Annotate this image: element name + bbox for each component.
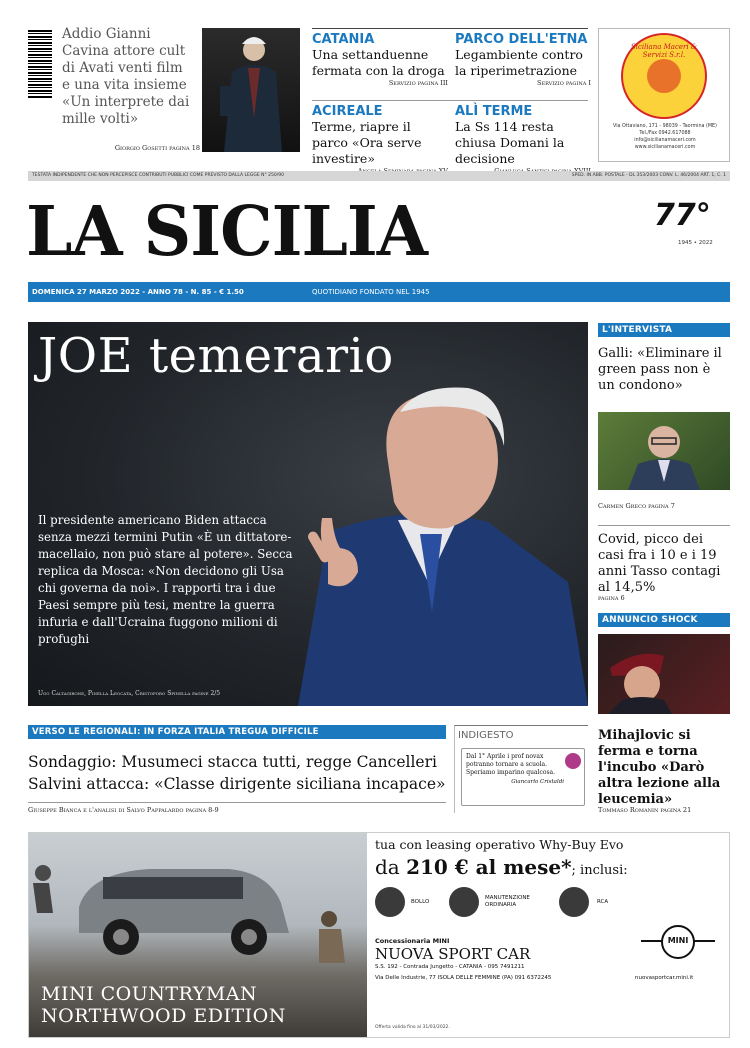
anniversary-logo xyxy=(654,200,730,252)
mini-logo xyxy=(641,925,715,959)
legal-left: TESTATA INDIPENDENTE CHE NON PERCEPISCE CONTRIBUTI PUBBLICI COME PREVISTO DALLA LEGGE N° 250/90 xyxy=(32,173,284,178)
teaser-byline: Servizio pagina I xyxy=(537,79,591,87)
mini-ad[interactable] xyxy=(28,832,730,1038)
lead-headline[interactable]: JOE temerario xyxy=(38,328,394,384)
car-icon xyxy=(375,887,405,917)
galli-photo xyxy=(598,412,730,490)
teaser-headline: Legambiente contro la riperimetrazione xyxy=(455,47,583,78)
feature-label: BOLLO xyxy=(411,899,430,905)
mini-addr-1: S.S. 192 - Contrada Jungetto - CATANIA - 095 7491211 xyxy=(375,964,525,970)
covid-byline: pagina 6 xyxy=(598,594,625,602)
shock-label: ANNUNCIO SHOCK xyxy=(598,613,730,627)
indigesto-card xyxy=(461,748,585,806)
maceri-address: Via Ottaviano, 171 - 98039 - Taormina (ME) xyxy=(613,124,717,129)
teaser-acireale[interactable] xyxy=(312,104,448,175)
intervista-byline: Carmen Greco pagina 7 xyxy=(598,502,675,510)
indigesto-text: Dal 1° Aprile i prof novax potranno tornare a scuola. Speriamo imparino qualcosa. xyxy=(466,753,556,776)
mini-dealer-label: Concessionaria MINI xyxy=(375,937,450,945)
mihajlovic-photo xyxy=(598,634,730,714)
anniv-years: 1945 • 2022 xyxy=(678,240,713,246)
mini-web[interactable]: nuovasportcar.mini.it xyxy=(635,975,694,981)
mini-price-line xyxy=(375,855,628,879)
maceri-phone: Tel./Fax 0942.617088 xyxy=(639,131,691,136)
teaser-kicker: ACIREALE xyxy=(312,104,383,119)
mini-price-suffix: ; inclusi: xyxy=(571,863,628,878)
shield-icon xyxy=(559,887,589,917)
mini-fineprint: Offerta valida fino al 31/03/2022. xyxy=(375,1025,450,1030)
mini-model-2: NORTHWOOD EDITION xyxy=(41,1005,286,1027)
teaser-kicker: CATANIA xyxy=(312,32,375,47)
regionali-byline: Giuseppe Bianca e l'analisi di Salvo Pappalardo pagina 8-9 xyxy=(28,806,219,814)
teaser-headline: Terme, riapre il parco «Ora serve investire» xyxy=(312,119,422,166)
mini-price-prefix: da xyxy=(375,855,400,879)
mini-dealer: NUOVA SPORT CAR xyxy=(375,945,531,963)
indigesto-author: Giancarlo Cristaldi xyxy=(511,779,564,785)
dateline-date: DOMENICA 27 MARZO 2022 - ANNO 78 - N. 85 - € 1.50 xyxy=(32,288,244,296)
maceri-logo xyxy=(621,33,707,119)
regionali-headline-1[interactable]: Sondaggio: Musumeci stacca tutti, regge Cancelleri xyxy=(28,753,437,771)
covid-headline[interactable]: Covid, picco dei casi fra i 10 e i 19 anni Tasso contagi al 14,5% xyxy=(598,532,721,595)
teaser-headline: Una settanduenne fermata con la droga xyxy=(312,47,445,78)
mini-addr-2: Via Delle Industrie, 77 ISOLA DELLE FEMMINE (PA) 091 6372245 xyxy=(375,975,552,981)
anniv-number: 77° xyxy=(654,198,711,233)
teaser-headline: La Ss 114 resta chiusa Domani la decisione xyxy=(455,119,565,166)
maceri-ad[interactable] xyxy=(598,28,730,162)
dateline-founded: QUOTIDIANO FONDATO NEL 1945 xyxy=(312,288,430,296)
legal-strip xyxy=(28,171,730,181)
mini-logo-text: MINI xyxy=(667,936,689,945)
indigesto-logo-icon xyxy=(565,753,581,769)
mini-intro: tua con leasing operativo Why-Buy Evo xyxy=(375,837,624,852)
feature-label: RCA xyxy=(597,899,609,905)
lead-summary: Il presidente americano Biden attacca senza mezzi termini Putin «È un dittatore-macellaio, non può stare al potere». Secca replica da Mosca: «Non decidono gli Usa chi governa da noi». I rapporti tra i due Paesi sempre più tesi, mentre la guerra infuria e dall'Ucraina fuggono milioni di profughi xyxy=(38,513,293,646)
cavina-headline[interactable]: Addio Gianni Cavina attore cult di Avati venti film e una vita insieme «Un interprete dai mille volti» xyxy=(62,26,190,127)
regionali-headline-2[interactable]: Salvini attacca: «Classe dirigente siciliana incapace» xyxy=(28,775,446,793)
regionali-label: VERSO LE REGIONALI: IN FORZA ITALIA TREGUA DIFFICILE xyxy=(28,725,446,739)
feature-label: MANUTENZIONE ORDINARIA xyxy=(485,895,530,908)
teaser-kicker: PARCO DELL'ETNA xyxy=(455,32,588,47)
indigesto-label: INDIGESTO xyxy=(458,730,514,741)
barcode xyxy=(28,30,52,98)
mini-price: 210 € al mese* xyxy=(406,855,572,879)
teaser-parco-etna[interactable] xyxy=(455,32,591,87)
teaser-ali-terme[interactable] xyxy=(455,104,591,175)
masthead-title[interactable]: LA SICILIA xyxy=(26,190,428,272)
indigesto-box[interactable] xyxy=(454,725,588,813)
maceri-email: info@sicilianamaceri.com xyxy=(634,138,696,143)
teaser-byline: Servizio pagina III xyxy=(388,79,448,87)
wrench-icon xyxy=(449,887,479,917)
biden-photo[interactable] xyxy=(28,322,588,706)
shock-byline: Tommaso Romanin pagina 21 xyxy=(598,806,692,814)
maceri-web: www.sicilianamaceri.com xyxy=(634,145,696,150)
mini-features xyxy=(375,887,675,923)
intervista-headline[interactable]: Galli: «Eliminare il green pass non è un condono» xyxy=(598,346,722,393)
legal-right: SPED. IN ABB. POSTALE - DL 353/2003 CONV. L. 46/2004 ART. 1, C. 1 xyxy=(571,173,726,178)
cavina-photo xyxy=(202,28,300,152)
dateline-bar xyxy=(28,282,730,302)
mini-car-photo xyxy=(29,833,367,1037)
lead-byline: Ugo Caltagirone, Pinella Leocata, Cristoforo Spinella pagine 2/5 xyxy=(38,690,221,697)
mini-model-1: MINI COUNTRYMAN xyxy=(41,983,258,1005)
teaser-catania[interactable] xyxy=(312,32,448,87)
maceri-brand: Siciliana Maceri & Servizi S.r.l. xyxy=(630,43,698,59)
cavina-byline: Giorgio Gosetti pagina 18 xyxy=(114,144,200,152)
shock-headline[interactable]: Mihajlovic si ferma e torna l'incubo «Darò altra lezione alla leucemia» xyxy=(598,728,721,807)
teaser-kicker: ALÌ TERME xyxy=(455,104,533,119)
intervista-label: L'INTERVISTA xyxy=(598,323,730,337)
